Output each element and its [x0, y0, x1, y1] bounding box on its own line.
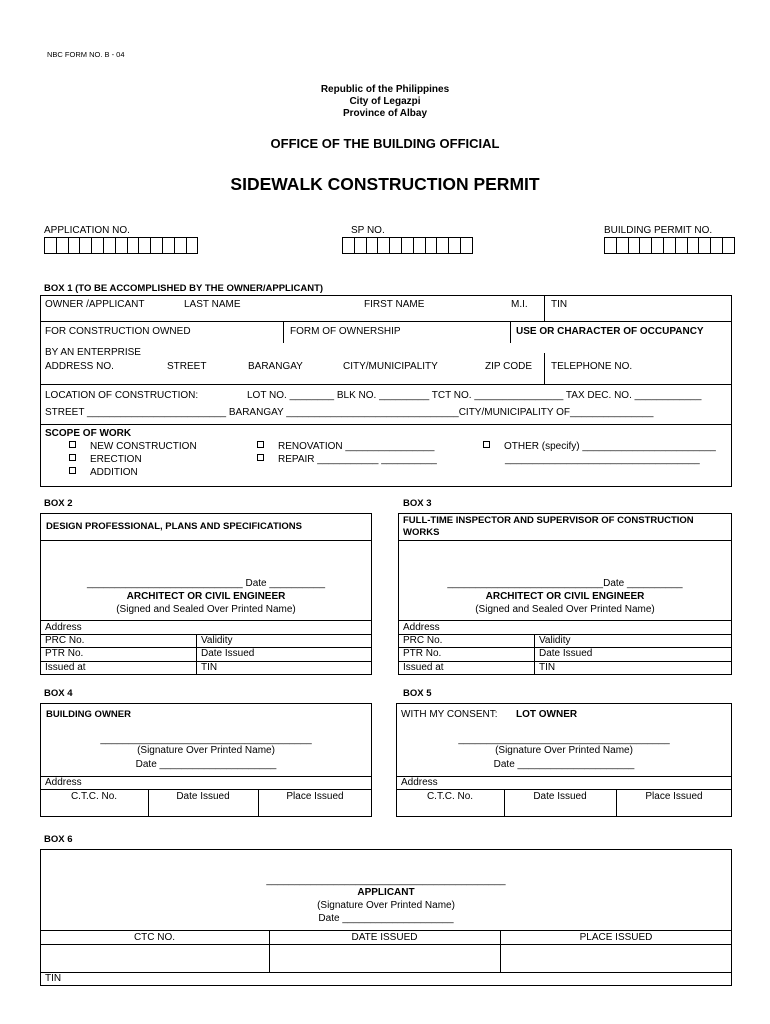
mi-label: M.I.	[511, 299, 528, 310]
telephone-no-label: TELEPHONE NO.	[551, 361, 633, 372]
box6-tin: TIN	[45, 973, 62, 984]
republic-line: Republic of the Philippines	[320, 84, 450, 95]
box5-signature-line[interactable]: ______________________________________	[458, 734, 670, 745]
box5-with-consent: WITH MY CONSENT:	[401, 709, 498, 720]
box2-label: BOX 2	[44, 498, 73, 509]
box2-signed: (Signed and Sealed Over Printed Name)	[116, 604, 296, 615]
box5-ctc: C.T.C. No.	[426, 791, 474, 802]
box3-signature-line[interactable]: ____________________________Date __________	[447, 578, 683, 589]
address-no-label: ADDRESS NO.	[45, 361, 114, 372]
owner-applicant-label: OWNER /APPLICANT	[45, 299, 145, 310]
box5-place-issued: Place Issued	[645, 791, 703, 802]
box2-title: DESIGN PROFESSIONAL, PLANS AND SPECIFICATIONS	[46, 521, 302, 532]
box5-signed: (Signature Over Printed Name)	[495, 745, 633, 756]
scope-addition[interactable]: ADDITION	[69, 467, 138, 478]
box3-title-line2: WORKS	[403, 527, 440, 538]
box4-address: Address	[45, 777, 82, 788]
box3-validity: Validity	[539, 635, 571, 646]
location-of-construction-label: LOCATION OF CONSTRUCTION:	[45, 390, 199, 401]
box6-applicant: APPLICANT	[357, 887, 415, 898]
box6-date-issued: DATE ISSUED	[351, 932, 418, 943]
scope-of-work-title: SCOPE OF WORK	[45, 428, 132, 439]
box6-signed: (Signature Over Printed Name)	[317, 900, 455, 911]
first-name-label: FIRST NAME	[364, 299, 425, 310]
box6-date[interactable]: Date ____________________	[318, 913, 454, 924]
checkbox-icon[interactable]	[69, 467, 76, 474]
box6-label: BOX 6	[44, 834, 73, 845]
application-no-label: APPLICATION NO.	[44, 225, 130, 236]
last-name-label: LAST NAME	[184, 299, 241, 310]
scope-new-construction[interactable]: NEW CONSTRUCTION	[69, 441, 197, 452]
box5-label: BOX 5	[403, 688, 432, 699]
box2-date-issued: Date Issued	[201, 648, 255, 659]
sp-no-label: SP NO.	[351, 225, 385, 236]
checkbox-icon[interactable]	[69, 454, 76, 461]
box2-issued-at: Issued at	[45, 662, 86, 673]
street-label: STREET	[167, 361, 207, 372]
scope-other-line2[interactable]: ___________________________________	[505, 454, 700, 465]
box3-ptr: PTR No.	[403, 648, 442, 659]
location-lot-blk-tct-line[interactable]: LOT NO. ________ BLK NO. _________ TCT NO. ________________ TAX DEC. NO. ____________	[247, 390, 702, 401]
scope-renovation[interactable]: RENOVATION ________________	[257, 441, 434, 452]
city-line: City of Legazpi	[349, 96, 421, 107]
box5-date[interactable]: Date _____________________	[493, 759, 635, 770]
box2-role: ARCHITECT OR CIVIL ENGINEER	[126, 591, 286, 602]
scope-other[interactable]: OTHER (specify) ________________________	[483, 441, 716, 452]
box3-title-line1: FULL-TIME INSPECTOR AND SUPERVISOR OF CONSTRUCTION	[403, 515, 694, 526]
box4-signature-line[interactable]: ______________________________________	[100, 734, 312, 745]
building-permit-no-boxes[interactable]	[604, 237, 735, 254]
province-line: Province of Albay	[342, 108, 428, 119]
box4-signed: (Signature Over Printed Name)	[137, 745, 275, 756]
for-construction-owned-label: FOR CONSTRUCTION OWNED	[45, 326, 191, 337]
location-street-line[interactable]: STREET _________________________ BARANGAY _______________________________CITY/MUNICIPALITY OF_______________	[45, 407, 654, 418]
box2-tin: TIN	[201, 662, 218, 673]
box2-address: Address	[45, 622, 82, 633]
box3-tin: TIN	[539, 662, 556, 673]
box4-place-issued: Place Issued	[286, 791, 344, 802]
box5-address: Address	[401, 777, 438, 788]
box4-date[interactable]: Date _____________________	[135, 759, 277, 770]
zip-code-label: ZIP CODE	[485, 361, 533, 372]
box3-prc: PRC No.	[403, 635, 443, 646]
form-of-ownership-label: FORM OF OWNERSHIP	[290, 326, 401, 337]
box4-label: BOX 4	[44, 688, 73, 699]
checkbox-icon[interactable]	[69, 441, 76, 448]
box6-ctc-no: CTC NO.	[133, 932, 176, 943]
box2-signature-line[interactable]: ____________________________ Date __________	[86, 578, 326, 589]
checkbox-icon[interactable]	[257, 454, 264, 461]
sp-no-boxes[interactable]	[342, 237, 473, 254]
use-or-character-label: USE OR CHARACTER OF OCCUPANCY	[516, 326, 704, 337]
box3-date-issued: Date Issued	[539, 648, 593, 659]
box2-ptr: PTR No.	[45, 648, 84, 659]
checkbox-icon[interactable]	[483, 441, 490, 448]
page-title: SIDEWALK CONSTRUCTION PERMIT	[230, 174, 540, 194]
application-no-boxes[interactable]	[44, 237, 198, 254]
box2-prc: PRC No.	[45, 635, 85, 646]
by-an-enterprise-label: BY AN ENTERPRISE	[45, 347, 141, 358]
box5-lot-owner: LOT OWNER	[516, 709, 578, 720]
city-municipality-label: CITY/MUNICIPALITY	[343, 361, 438, 372]
box2-validity: Validity	[201, 635, 233, 646]
box3-issued-at: Issued at	[403, 662, 444, 673]
box3-label: BOX 3	[403, 498, 432, 509]
box1-title: BOX 1 (TO BE ACCOMPLISHED BY THE OWNER/APPLICANT)	[44, 283, 324, 294]
box6-signature-line[interactable]: ___________________________________________	[266, 875, 506, 886]
box6-place-issued: PLACE ISSUED	[579, 932, 653, 943]
office-title: OFFICE OF THE BUILDING OFFICIAL	[270, 136, 500, 151]
tin-label: TIN	[551, 299, 568, 310]
scope-repair[interactable]: REPAIR ___________ __________	[257, 454, 437, 465]
building-permit-no-label: BUILDING PERMIT NO.	[604, 225, 713, 236]
scope-erection[interactable]: ERECTION	[69, 454, 142, 465]
box4-title: BUILDING OWNER	[46, 709, 131, 720]
box3-role: ARCHITECT OR CIVIL ENGINEER	[485, 591, 645, 602]
box4-ctc: C.T.C. No.	[70, 791, 118, 802]
box3-signed: (Signed and Sealed Over Printed Name)	[475, 604, 655, 615]
box5-date-issued: Date Issued	[533, 791, 587, 802]
form-number: NBC FORM NO. B - 04	[47, 50, 125, 59]
box4-date-issued: Date Issued	[176, 791, 230, 802]
checkbox-icon[interactable]	[257, 441, 264, 448]
barangay-label: BARANGAY	[248, 361, 303, 372]
box3-address: Address	[403, 622, 440, 633]
